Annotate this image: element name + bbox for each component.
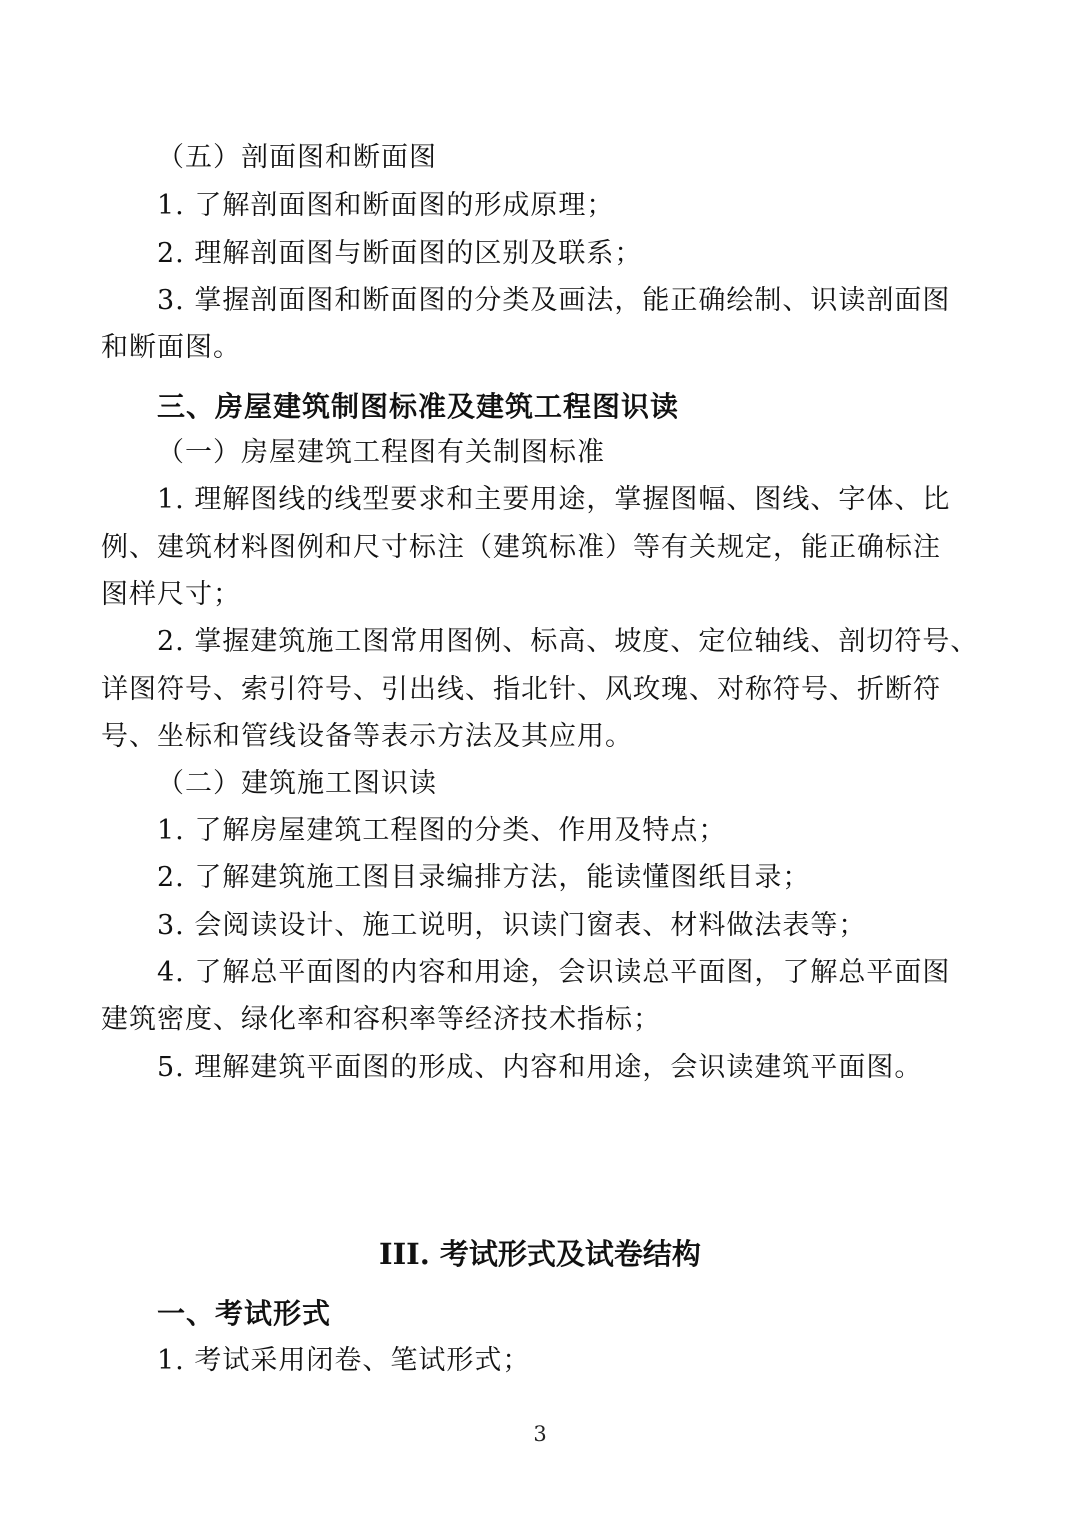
- list-item: 2. 了解建筑施工图目录编排方法，能读懂图纸目录；: [157, 862, 811, 893]
- list-item: 4. 了解总平面图的内容和用途，会识读总平面图，了解总平面图: [157, 957, 951, 988]
- list-item: 1. 理解图线的线型要求和主要用途，掌握图幅、图线、字体、比: [157, 484, 951, 515]
- list-item: 3. 会阅读设计、施工说明，识读门窗表、材料做法表等；: [157, 910, 867, 941]
- section-heading-5: （五）剖面图和断面图: [157, 142, 437, 173]
- list-item-continuation: 例、建筑材料图例和尺寸标注（建筑标准）等有关规定，能正确标注: [101, 532, 941, 563]
- list-item-continuation: 建筑密度、绿化率和容积率等经济技术指标；: [101, 1004, 661, 1035]
- list-item: 5. 理解建筑平面图的形成、内容和用途，会识读建筑平面图。: [157, 1052, 923, 1083]
- part-three-heading: 三、房屋建筑制图标准及建筑工程图识读: [157, 390, 680, 423]
- list-item: 1. 了解剖面图和断面图的形成原理；: [157, 190, 615, 221]
- list-item-continuation: 图样尺寸；: [101, 579, 241, 610]
- list-item: 1. 考试采用闭卷、笔试形式；: [157, 1345, 531, 1376]
- subsection-heading-1: （一）房屋建筑工程图有关制图标准: [157, 437, 605, 468]
- list-item: 1. 了解房屋建筑工程图的分类、作用及特点；: [157, 815, 727, 846]
- list-item: 3. 掌握剖面图和断面图的分类及画法，能正确绘制、识读剖面图: [157, 285, 951, 316]
- list-item: 2. 理解剖面图与断面图的区别及联系；: [157, 238, 643, 269]
- list-item-continuation: 号、坐标和管线设备等表示方法及其应用。: [101, 721, 633, 752]
- list-item-continuation: 详图符号、索引符号、引出线、指北针、风玫瑰、对称符号、折断符: [101, 674, 941, 705]
- list-item: 2. 掌握建筑施工图常用图例、标高、坡度、定位轴线、剖切符号、: [157, 626, 979, 657]
- subsection-heading-2: （二）建筑施工图识读: [157, 768, 437, 799]
- exam-form-heading: 一、考试形式: [157, 1297, 332, 1330]
- chapter-heading: III. 考试形式及试卷结构: [379, 1237, 701, 1271]
- list-item-continuation: 和断面图。: [101, 332, 241, 363]
- page-number: 3: [533, 1422, 547, 1446]
